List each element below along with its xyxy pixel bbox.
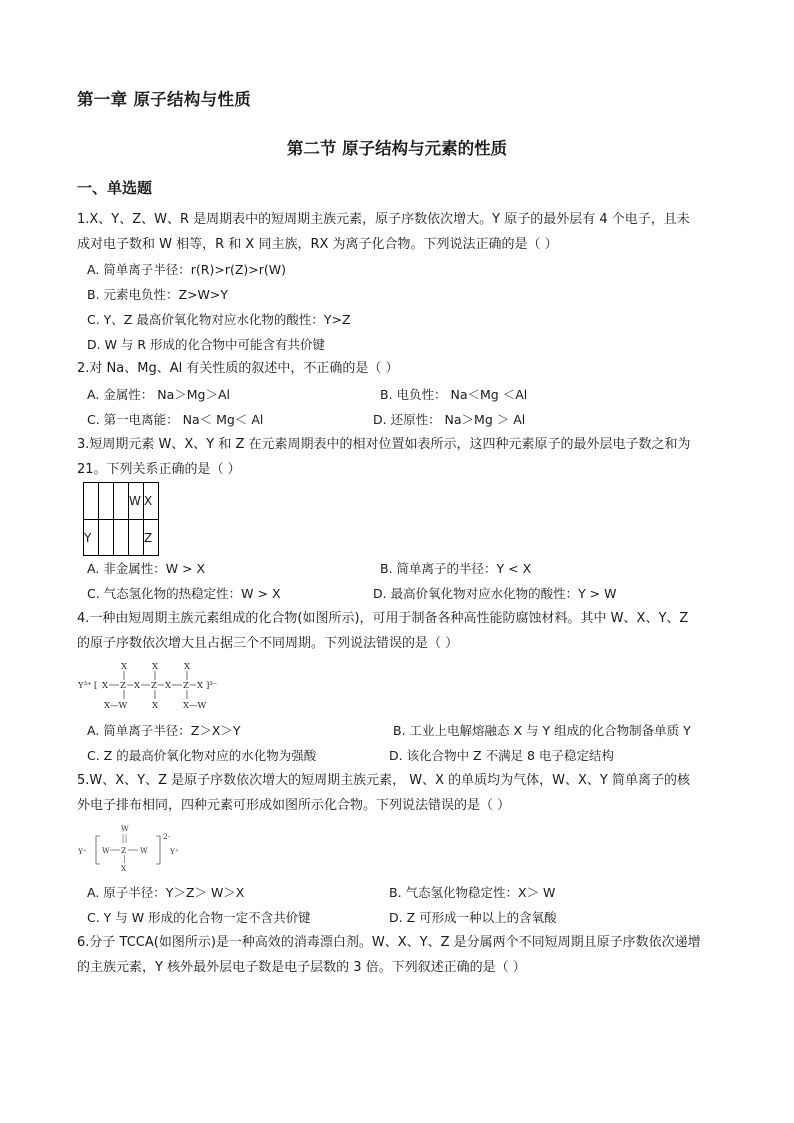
table-cell-x: X [144, 483, 159, 520]
q1-option-b: B. 元素电负性：Z>W>Y [87, 287, 229, 302]
q4-stem-line2: 的原子序数依次增大且占据三个不同周期。下列说法错误的是（ ） [77, 636, 459, 651]
chapter-title: 第一章 原子结构与性质 [77, 90, 252, 109]
q5-option-a: A. 原子半径：Y＞Z＞ W＞X [87, 885, 245, 900]
q4-atom-z: Z [183, 681, 189, 691]
table-cell [99, 520, 114, 556]
q1-stem-line1: 1.X、Y、Z、W、R 是周期表中的短周期主族元素，原子序数依次增大。Y 原子的最外层有 4 个电子，且未 [77, 212, 690, 227]
q5-stem-line1: 5.W、X、Y、Z 是原子序数依次增大的短周期主族元素， W、X 的单质均为气体，W、X、Y 简单离子的核 [77, 773, 690, 788]
q3-option-d: D. 最高价氧化物对应水化物的酸性：Y > W [373, 586, 617, 601]
periodic-table-fragment [83, 482, 159, 556]
q4-option-d: D. 该化合物中 Z 不满足 8 电子稳定结构 [389, 748, 614, 763]
q4-atom-z: Z [120, 681, 126, 691]
q1-option-a: A. 简单离子半径：r(R)>r(Z)>r(W) [87, 262, 287, 277]
table-cell [114, 483, 129, 520]
q5-atom-z: Z [121, 846, 127, 855]
q4-atom-x: X [152, 662, 159, 672]
q4-atom-x: X [134, 681, 141, 691]
q4-atom-x: X [152, 701, 159, 711]
q4-atom-x: X [121, 662, 128, 672]
q4-stem-line1: 4.一种由短周期主族元素组成的化合物(如图所示)，可用于制备各种高性能防腐蚀材料。其中 W、X、Y、Z [77, 611, 689, 626]
table-cell [84, 483, 99, 520]
q2-stem: 2.对 Na、Mg、Al 有关性质的叙述中，不正确的是（ ） [77, 361, 399, 376]
table-cell-z: Z [144, 520, 159, 556]
table-cell-y: Y [84, 520, 99, 556]
q4-structure-diagram [78, 660, 238, 712]
table-cell [114, 520, 129, 556]
q5-option-b: B. 气态氢化物稳定性：X＞ W [389, 885, 556, 900]
q2-option-c: C. 第一电离能： Na＜ Mg＜ Al [87, 412, 264, 427]
q3-option-c: C. 气态氢化物的热稳定性：W > X [87, 586, 281, 601]
q5-option-d: D. Z 可形成一种以上的含氧酸 [389, 910, 557, 925]
q1-option-c: C. Y、Z 最高价氧化物对应水化物的酸性：Y>Z [87, 312, 351, 327]
q5-cation: Y⁺ [78, 847, 87, 856]
part-heading: 一、单选题 [77, 179, 153, 197]
q4-atom-x: X [184, 662, 191, 672]
q4-option-b: B. 工业上电解熔融态 X 与 Y 组成的化合物制备单质 Y [393, 723, 691, 738]
q5-atom-w: W [140, 846, 148, 855]
q3-option-b: B. 简单离子的半径：Y < X [380, 561, 532, 576]
q5-charge: 2- [163, 832, 171, 841]
q4-atom-x: X [197, 681, 204, 691]
q1-stem-line2: 成对电子数和 W 相等，R 和 X 同主族，RX 为离子化合物。下列说法正确的是（ ） [77, 237, 558, 252]
q4-bracket-open: [ [94, 681, 98, 691]
q5-cation: Y⁺ [170, 847, 179, 856]
table-cell-w: W [129, 483, 144, 520]
q4-atom-x: X [165, 681, 172, 691]
q3-option-a: A. 非金属性：W > X [87, 561, 206, 576]
table-cell [99, 483, 114, 520]
q4-cation: Y³⁺ [78, 681, 92, 691]
section-title: 第二节 原子结构与元素的性质 [286, 139, 508, 158]
q6-stem-line1: 6.分子 TCCA(如图所示)是一种高效的消毒漂白剂。W、X、Y、Z 是分属两个不同短周期且原子序数依次递增 [77, 935, 701, 950]
q5-atom-x: X [121, 864, 127, 873]
q5-stem-line2: 外电子排布相同，四种元素可形成如图所示化合物。下列说法错误的是（ ） [77, 798, 511, 813]
q2-option-a: A. 金属性： Na＞Mg＞Al [87, 387, 231, 402]
q2-option-d: D. 还原性： Na＞Mg ＞ Al [373, 412, 526, 427]
q4-bracket-close: ]³⁻ [206, 681, 218, 691]
q4-atom-z: Z [151, 681, 157, 691]
q4-bottom-group: X—W [104, 701, 128, 711]
q5-structure-diagram [78, 822, 188, 874]
q5-option-c: C. Y 与 W 形成的化合物一定不含共价键 [87, 910, 311, 925]
q5-atom-w: W [102, 846, 110, 855]
q6-stem-line2: 的主族元素，Y 核外最外层电子数是电子层数的 3 倍。下列叙述正确的是（ ） [77, 960, 526, 975]
q3-stem-line2: 21。下列关系正确的是（ ） [77, 462, 241, 477]
q4-atom-x: X [102, 681, 109, 691]
table-cell [129, 520, 144, 556]
q4-bottom-group: X—W [183, 701, 207, 711]
q1-option-d: D. W 与 R 形成的化合物中可能含有共价键 [87, 337, 326, 352]
q2-option-b: B. 电负性： Na＜Mg ＜Al [380, 387, 528, 402]
q5-atom-w: W [121, 824, 129, 833]
q3-stem-line1: 3.短周期元素 W、X、Y 和 Z 在元素周期表中的相对位置如表所示，这四种元素原子的最外层电子数之和为 [77, 437, 691, 452]
q4-option-a: A. 简单离子半径：Z＞X＞Y [87, 723, 241, 738]
q4-option-c: C. Z 的最高价氧化物对应的水化物为强酸 [87, 748, 317, 763]
